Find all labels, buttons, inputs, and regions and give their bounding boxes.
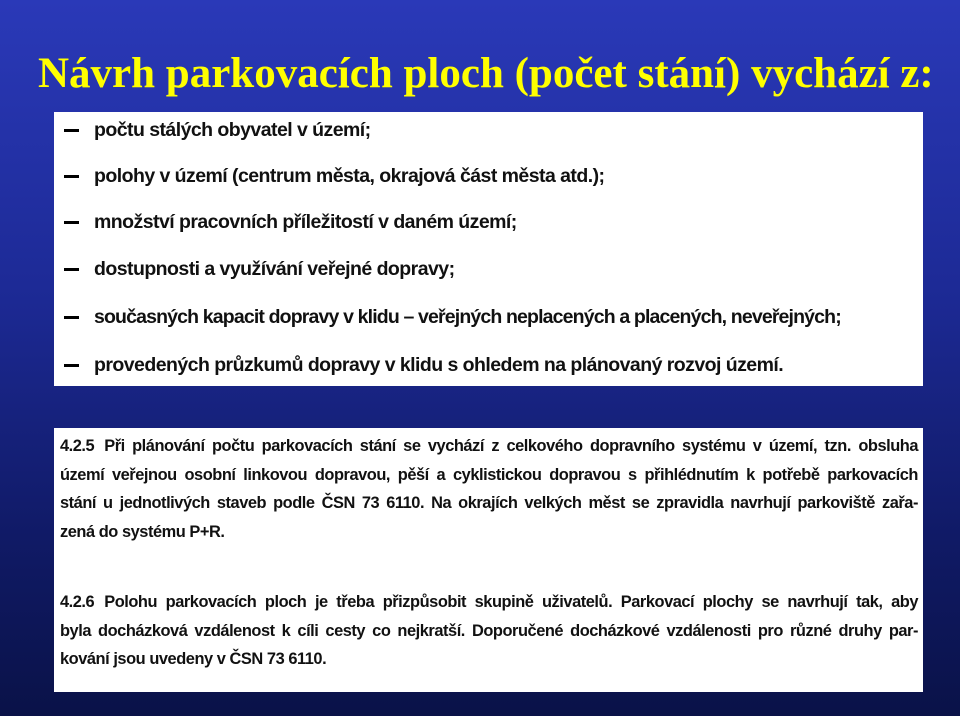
paragraph-line xyxy=(60,432,918,461)
list-item-text: současných kapacit dopravy v klidu – veřejných neplacených a placených, neveřejných; xyxy=(94,306,841,328)
paragraph-line-text: Polohu parkovacích ploch je třeba přizpůsobit skupině uživatelů. Parkovací plochy se navrhují tak, aby xyxy=(104,593,918,611)
list-item-text: provedených průzkumů dopravy v klidu s ohledem na plánovaný rozvoj území. xyxy=(94,354,784,376)
list-item-text: polohy v území (centrum města, okrajová část města atd.); xyxy=(94,165,605,187)
paragraph-line xyxy=(60,588,918,617)
dash-bullet xyxy=(64,364,79,367)
paragraph-4-2-5 xyxy=(60,432,918,546)
paragraph-4-2-6 xyxy=(60,588,918,674)
list-item-text: počtu stálých obyvatel v území; xyxy=(94,119,371,141)
dash-bullet xyxy=(64,268,79,271)
list-item-text: množství pracovních příležitostí v daném území; xyxy=(94,211,517,233)
list-item xyxy=(54,207,923,237)
criteria-panel xyxy=(54,112,923,386)
slide-title: Návrh parkovacích ploch (počet stání) vychází z: xyxy=(38,50,934,97)
dash-bullet xyxy=(64,129,79,132)
list-item xyxy=(54,350,923,380)
standard-excerpt-panel xyxy=(54,428,923,692)
list-item xyxy=(54,254,923,284)
paragraph-line: stání u jednotlivých staveb podle ČSN 73 6110. Na okrajích velkých měst se zpravidla navrhují parkoviště zařa- xyxy=(60,494,918,512)
dash-bullet xyxy=(64,316,79,319)
list-item xyxy=(54,302,923,332)
dash-bullet xyxy=(64,175,79,178)
paragraph-line: kování jsou uvedeny v ČSN 73 6110. xyxy=(60,650,327,668)
list-item xyxy=(54,115,923,145)
paragraph-number: 4.2.5 xyxy=(60,437,95,455)
dash-bullet xyxy=(64,221,79,224)
paragraph-number: 4.2.6 xyxy=(60,593,95,611)
paragraph-line: zená do systému P+R. xyxy=(60,522,225,541)
paragraph-line-text: Při plánování počtu parkovacích stání se vychází z celkového dopravního systému v území, tzn. obsluha xyxy=(104,437,918,455)
list-item-text: dostupnosti a využívání veřejné dopravy; xyxy=(94,258,455,280)
paragraph-line: byla docházková vzdálenost k cíli cesty co nejkratší. Doporučené docházkové vzdálenosti pro různé druhy par- xyxy=(60,621,918,640)
paragraph-line: území veřejnou osobní linkovou dopravou, pěší a cyklistickou dopravou s přihlédnutím k potřebě parkovacích xyxy=(60,465,918,484)
list-item xyxy=(54,161,923,191)
